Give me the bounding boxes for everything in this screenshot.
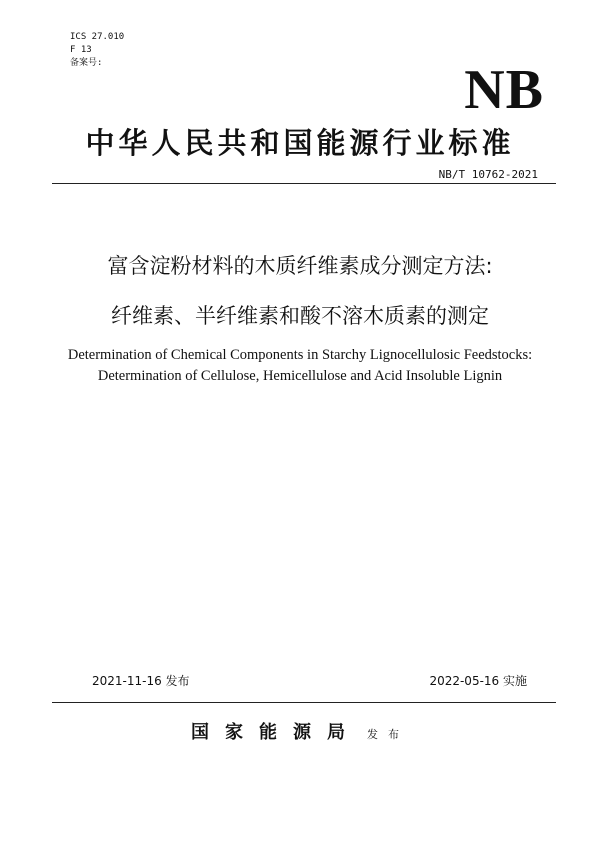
issue-date: 2021-11-16 发布	[92, 674, 190, 688]
header-divider	[52, 183, 556, 184]
footer-divider	[52, 702, 556, 703]
title-en-line-2: Determination of Cellulose, Hemicellulose and Acid Insoluble Lignin	[97, 368, 503, 384]
filing-number-label: 备案号:	[70, 58, 103, 68]
title-zh-line-1: 富含淀粉材料的木质纤维素成分测定方法:	[107, 254, 493, 278]
issued-label: 发布	[367, 728, 409, 741]
ics-code: ICS 27.010	[70, 32, 125, 42]
issuer-name: 国家能源局	[191, 722, 361, 743]
nb-logo: NB	[464, 59, 544, 121]
title-zh-line-2: 纤维素、半纤维素和酸不溶木质素的测定	[111, 304, 489, 328]
implementation-date: 2022-05-16 实施	[429, 674, 527, 688]
issuer-row	[0, 718, 600, 744]
standard-type-heading: 中华人民共和国能源行业标准	[85, 126, 515, 160]
standard-number: NB/T 10762-2021	[438, 168, 538, 181]
clc-code: F 13	[70, 45, 92, 55]
title-en-line-1: Determination of Chemical Components in Starchy Lignocellulosic Feedstocks:	[67, 347, 533, 363]
